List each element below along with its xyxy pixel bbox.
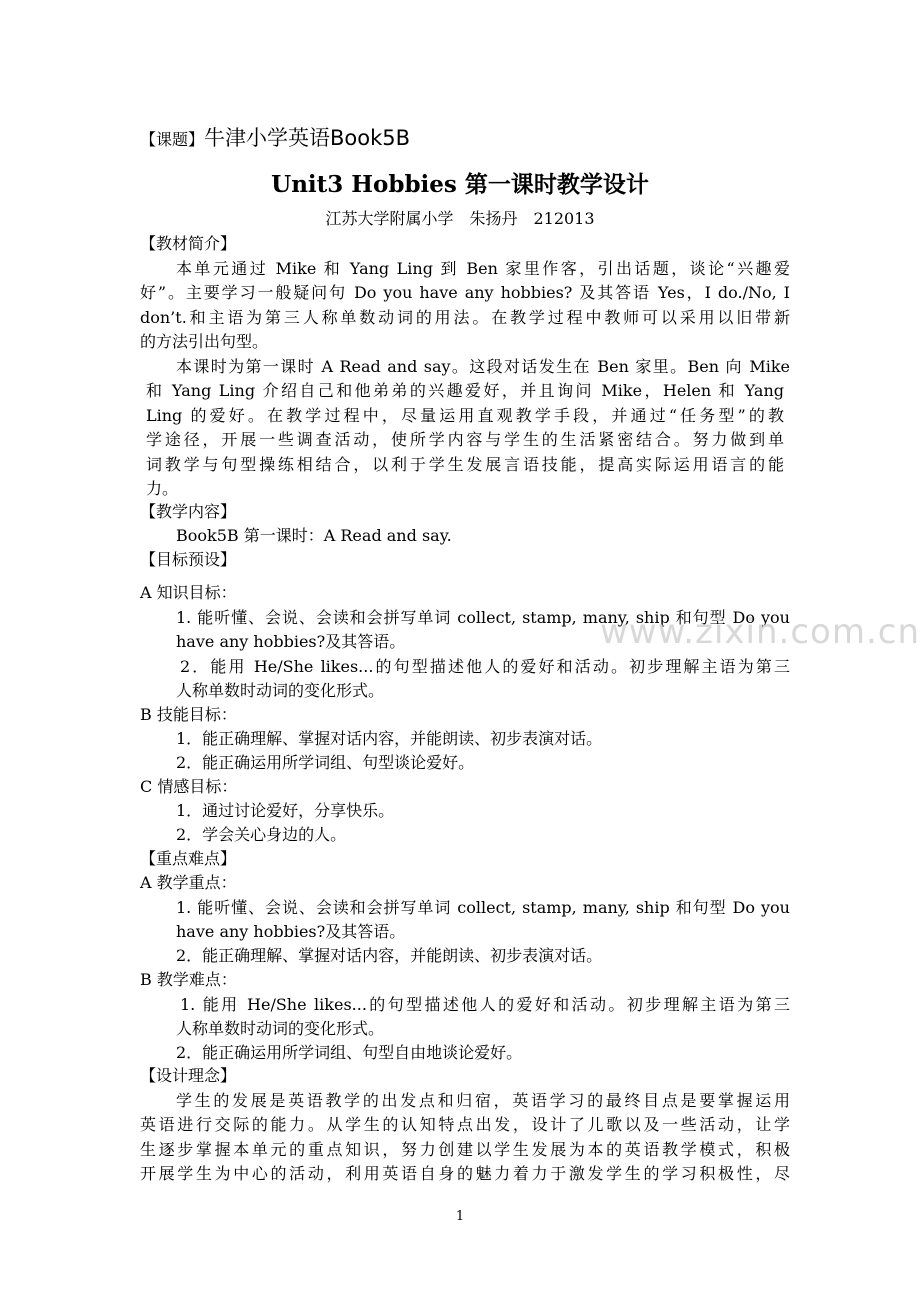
intro-p2-line: 词教学与句型操练相结合，以利于学生发展言语技能，提高实际运用语言的能 <box>146 455 784 474</box>
goal-c2: 2．学会关心身边的人。 <box>176 825 347 844</box>
design-line: 生逐步掌握本单元的重点知识，努力创建以学生发展为本的英语教学模式，积极 <box>140 1140 790 1159</box>
goal-c1: 1．通过讨论爱好，分享快乐。 <box>176 801 395 820</box>
intro-p2-line: 学途径，开展一些调查活动，使所学内容与学生的生活紧密结合。努力做到单 <box>146 430 784 449</box>
intro-heading: 【教材简介】 <box>140 234 237 253</box>
page-number: 1 <box>455 1209 465 1224</box>
design-line: 英语进行交际的能力。从学生的认知特点出发，设计了儿歌以及一些活动，让学 <box>140 1115 790 1134</box>
intro-p1-line: 的方法引出句型。 <box>140 332 269 351</box>
design-line: 学生的发展是英语教学的出发点和归宿，英语学习的最终目点是要掌握运用 <box>176 1091 790 1110</box>
topic-title: 牛津小学英语Book5B <box>204 126 411 150</box>
goal-a1-line: have any hobbies?及其答语。 <box>176 632 406 651</box>
key-a2: 2．能正确理解、掌握对话内容，并能朗读、初步表演对话。 <box>176 946 603 965</box>
intro-p2-line: 力。 <box>146 479 179 498</box>
intro-p1-line: 本单元通过 Mike 和 Yang Ling 到 Ben 家里作客，引出话题，谈论“兴趣爱 <box>176 259 790 278</box>
intro-p2-line: Ling 的爱好。在教学过程中，尽量运用直观教学手段，并通过“任务型”的教 <box>146 406 784 425</box>
document-title: Unit3 Hobbies 第一课时教学设计 <box>271 171 649 198</box>
topic-label: 【课题】 <box>140 130 205 149</box>
goal-a-heading: A 知识目标： <box>140 583 237 602</box>
goal-b1: 1．能正确理解、掌握对话内容，并能朗读、初步表演对话。 <box>176 729 603 748</box>
goal-a2-line: 2．能用 He/She likes...的句型描述他人的爱好和活动。初步理解主语为第三 <box>180 657 790 676</box>
key-b-heading: B 教学难点： <box>140 970 237 989</box>
intro-p1-line: don’t.和主语为第三人称单数动词的用法。在教学过程中教师可以采用以旧带新 <box>140 308 790 327</box>
goal-b2: 2．能正确运用所学词组、句型谈论爱好。 <box>176 753 475 772</box>
key-b1-line: 人称单数时动词的变化形式。 <box>176 1019 385 1038</box>
goal-c-heading: C 情感目标： <box>140 777 238 796</box>
goal-b-heading: B 技能目标： <box>140 705 237 724</box>
key-heading: 【重点难点】 <box>140 849 237 868</box>
goal-a1-line: 1. 能听懂、会说、会读和会拼写单词 collect, stamp, many, ship 和句型 Do you <box>176 608 790 627</box>
content-line: Book5B 第一课时：A Read and say. <box>176 526 452 545</box>
key-b2: 2．能正确运用所学词组、句型自由地谈论爱好。 <box>176 1043 523 1062</box>
intro-p2-line: 和 Yang Ling 介绍自己和他弟弟的兴趣爱好，并且询问 Mike，Helen 和 Yang <box>146 381 784 400</box>
topic-line <box>140 124 790 154</box>
key-a-heading: A 教学重点： <box>140 873 237 892</box>
key-a1-line: have any hobbies?及其答语。 <box>176 922 406 941</box>
intro-p1-line: 好”。主要学习一般疑问句 Do you have any hobbies? 及其答语 Yes，I do./No, I <box>140 283 790 302</box>
author-line: 江苏大学附属小学 朱扬丹 212013 <box>325 209 595 228</box>
content-heading: 【教学内容】 <box>140 502 237 521</box>
key-a1-line: 1. 能听懂、会说、会读和会拼写单词 collect, stamp, many, ship 和句型 Do you <box>176 898 790 917</box>
design-heading: 【设计理念】 <box>140 1066 237 1085</box>
key-b1-line: 1. 能用 He/She likes...的句型描述他人的爱好和活动。初步理解主语为第三 <box>180 995 790 1014</box>
intro-p2-line: 本课时为第一课时 A Read and say。这段对话发生在 Ben 家里。Ben 向 Mike <box>176 357 790 376</box>
goal-a2-line: 人称单数时动词的变化形式。 <box>176 681 385 700</box>
watermark: www.zixin.com.cn <box>600 612 920 652</box>
goals-heading: 【目标预设】 <box>140 550 237 569</box>
design-line: 开展学生为中心的活动，利用英语自身的魅力着力于激发学生的学习积极性，尽 <box>140 1164 790 1183</box>
